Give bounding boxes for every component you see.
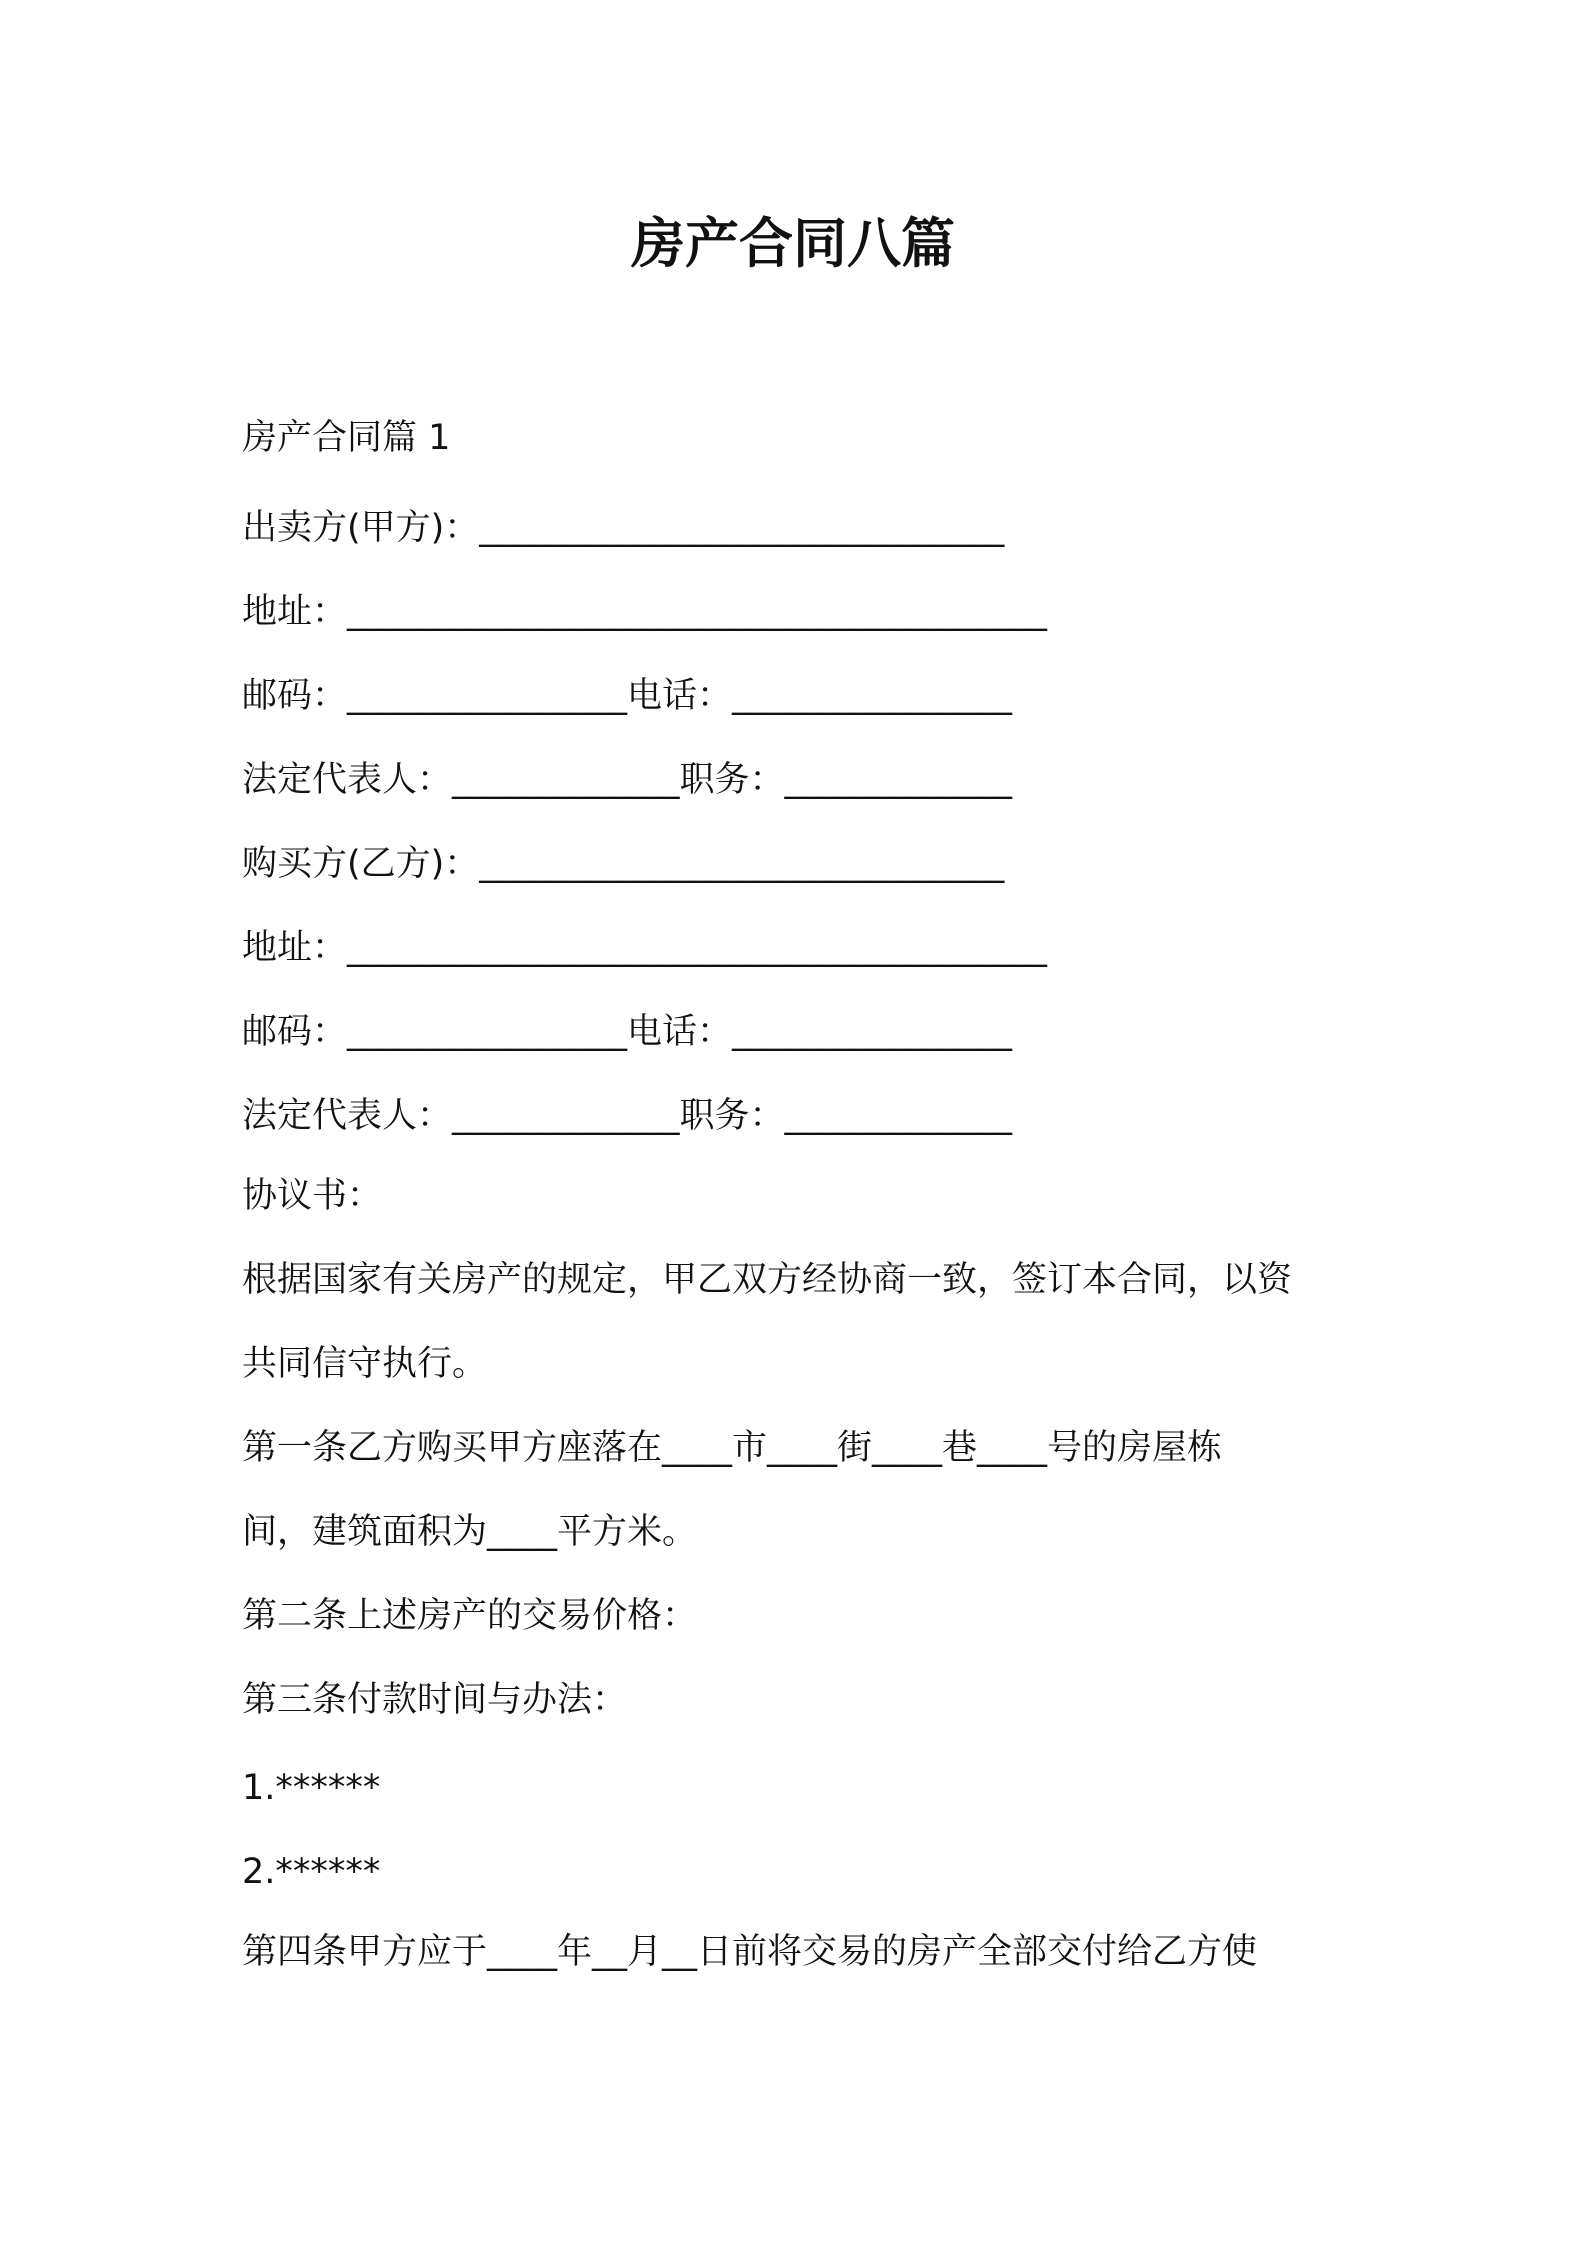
buyer-postcode-phone-line: 邮码：________________电话：________________: [242, 1012, 1013, 1052]
payment-item-2: 2.******: [242, 1852, 381, 1892]
seller-address-line: 地址：________________________________________: [242, 592, 1048, 632]
article-1-line-1: 第一条乙方购买甲方座落在____市____街____巷____号的房屋栋: [242, 1428, 1223, 1468]
article-4-line: 第四条甲方应于____年__月__日前将交易的房产全部交付给乙方使: [242, 1932, 1258, 1972]
seller-representative-line: 法定代表人：_____________职务：_____________: [242, 760, 1013, 800]
section-heading: 房产合同篇 1: [242, 418, 451, 458]
buyer-address-line: 地址：________________________________________: [242, 928, 1048, 968]
preamble-line-1: 根据国家有关房产的规定，甲乙双方经协商一致，签订本合同，以资: [242, 1260, 1293, 1300]
document-title: 房产合同八篇: [631, 212, 955, 275]
agreement-heading: 协议书：: [242, 1176, 383, 1216]
payment-item-1: 1.******: [242, 1768, 381, 1808]
seller-name-line: 出卖方(甲方)：______________________________: [242, 508, 1005, 548]
article-1-line-2: 间，建筑面积为____平方米。: [242, 1512, 698, 1552]
article-3-line: 第三条付款时间与办法：: [242, 1680, 628, 1720]
seller-postcode-phone-line: 邮码：________________电话：________________: [242, 676, 1013, 716]
preamble-line-2: 共同信守执行。: [242, 1344, 488, 1384]
buyer-name-line: 购买方(乙方)：______________________________: [242, 844, 1005, 884]
buyer-representative-line: 法定代表人：_____________职务：_____________: [242, 1096, 1013, 1136]
article-2-line: 第二条上述房产的交易价格：: [242, 1596, 698, 1636]
